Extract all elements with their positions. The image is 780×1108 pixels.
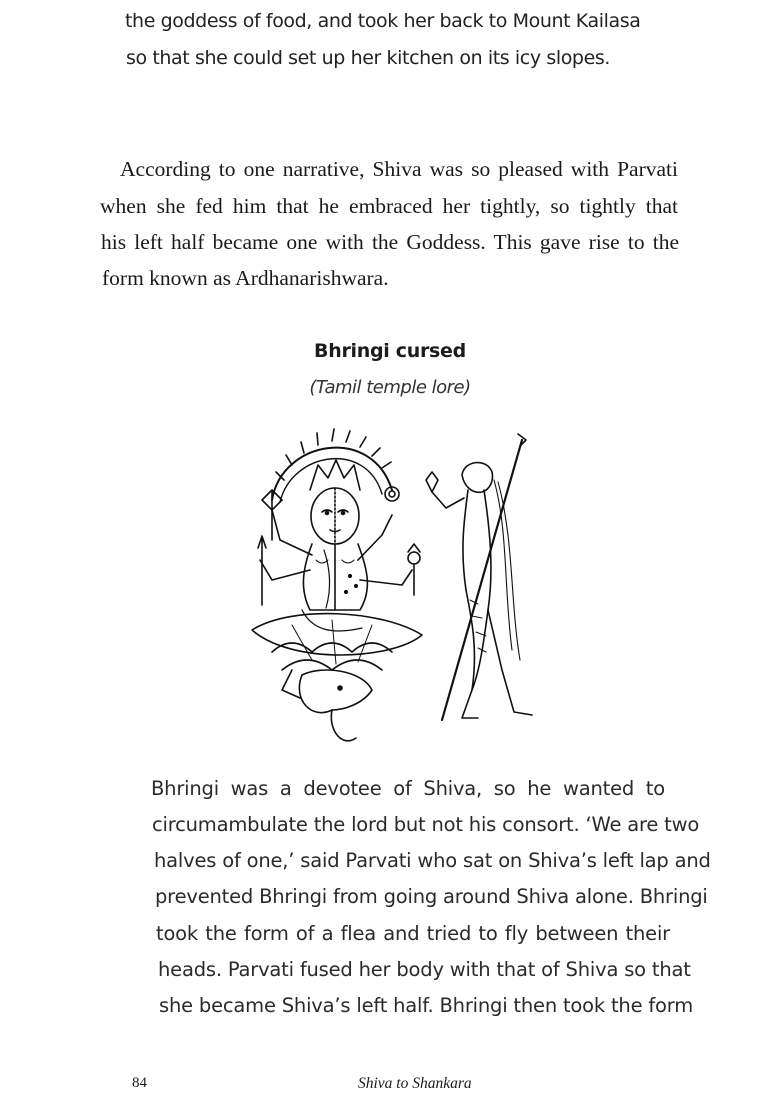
text-line: she became Shiva’s left half. Bhringi then took the form (159, 994, 694, 1017)
page-number: 84 (132, 1075, 147, 1091)
ardhanarishwara-bhringi-illustration (232, 420, 592, 760)
text-line: heads. Parvati fused her body with that of Shiva so that (158, 958, 691, 981)
text-line: the goddess of food, and took her back to Mount Kailasa (125, 10, 641, 32)
text-line: According to one narrative, Shiva was so pleased with Parvati (120, 157, 678, 181)
text-line: halves of one,’ said Parvati who sat on Shiva’s left lap and (154, 849, 711, 872)
halo-icon (272, 429, 399, 502)
deity-body-icon (303, 544, 367, 610)
section-source: (Tamil temple lore) (309, 377, 471, 398)
deity-arms-icon (258, 490, 420, 605)
text-line: took the form of a flea and tried to fly between their (156, 922, 670, 945)
bhringi-figure-icon (426, 434, 532, 720)
deity-head-icon (310, 460, 360, 544)
text-line: form known as Ardhanarishwara. (102, 266, 389, 290)
text-line: so that she could set up her kitchen on its icy slopes. (126, 47, 611, 69)
text-line: when she fed him that he embraced her tightly, so tightly that (100, 194, 678, 218)
section-title: Bhringi cursed (314, 340, 466, 362)
text-line: circumambulate the lord but not his consort. ‘We are two (152, 813, 700, 836)
text-line: prevented Bhringi from going around Shiva alone. Bhringi (155, 885, 708, 908)
running-footer-title: Shiva to Shankara (358, 1075, 472, 1092)
elephant-mount-icon (282, 670, 372, 741)
lotus-seat-icon (252, 610, 422, 670)
text-line: Bhringi was a devotee of Shiva, so he wanted to (151, 777, 665, 800)
text-line: his left half became one with the Goddess. This gave rise to the (101, 230, 679, 254)
